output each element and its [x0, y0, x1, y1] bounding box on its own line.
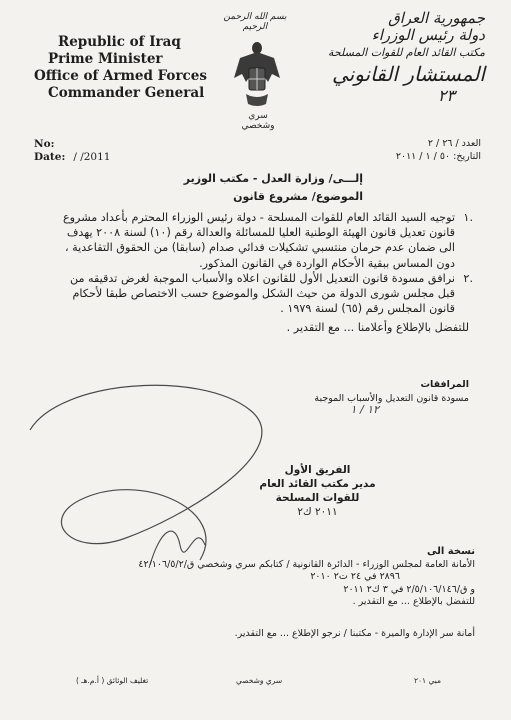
reference-number: العدد / ٢٦ / ٢: [427, 138, 481, 149]
handwritten-note: ١٢ / ١: [350, 403, 379, 416]
header-arabic: [320, 10, 485, 104]
signature-block: [250, 463, 385, 519]
signatory-rank: الفريق الأول: [284, 464, 351, 476]
paragraph-1-number: .١: [463, 211, 473, 224]
number-date-block: [34, 138, 110, 164]
paragraph-1: [57, 210, 473, 271]
attachments-item: مسودة قانون التعديل والأسباب الموجبة: [314, 393, 469, 404]
subject: الموضوع/ مشروع قانون: [233, 190, 363, 203]
header-ar-line3: مكتب القائد العام للقوات المسلحة: [328, 46, 485, 59]
footer-left: تغليف الوثائق ( أ.م.هـ ): [76, 676, 149, 685]
header-ar-line4: المستشار القانوني: [331, 62, 485, 86]
copy-to-title: نسخة الى: [427, 546, 475, 557]
signatory-title-2: للقوات المسلحة: [275, 492, 360, 504]
copy-to-block: [35, 546, 475, 609]
copy-line-4: للتفضل بالإطلاع ... مع التقدير .: [352, 596, 475, 607]
date-label: Date:: [34, 151, 66, 163]
basmala: بسم الله الرحمن الرحيم: [223, 12, 287, 32]
recipient-block: [184, 170, 363, 206]
closing-line: للتفضل بالإطلاع وأعلامنا ... مع التقدير .: [286, 321, 469, 335]
reference-block: [396, 137, 481, 163]
recipient: إلـــى/ وزارة العدل - مكتب الوزير: [183, 172, 363, 185]
paragraph-2-text: نرافق مسودة قانون التعديل الأول للقانون اعلاه والأسباب الموجبة لغرض تدقيقه من قبل مجلس شورى الدولة من حيث الشكل والموضوع حسب الاختصاص طبقا لأحكام قانون المجلس رقم (٦٥) لسنة ١٩٧٩ .: [69, 271, 455, 316]
paragraph-2: [57, 271, 473, 317]
footer-right: مبي ٢٠١: [413, 676, 441, 685]
paragraph-1-text: توجيه السيد القائد العام للقوات المسلحة - دولة رئيس الوزراء المحترم بأعداد مشروع قانون تعديل قانون الهيئة الوطنية العليا للمسائلة والعدالة رقم (١٠) لسنة ٢٠٠٨ يهدف الى ضمان عدم حرمان منتسبي تشكيلات فدائي صدام (سابقا) من الحقوق التقاعدية ، دون المساس ببقية الأحكام الواردة في القانون المذكور.: [62, 211, 455, 270]
header-ar-line1: جمهورية العراق: [388, 9, 485, 27]
header-ar-number: ٢٣: [437, 86, 455, 105]
reference-date: التاريخ: ٥٠ / ١ / ٢٠١١: [395, 151, 481, 162]
attachments-title: المرافقات: [420, 379, 469, 390]
header-ar-line2: دولة رئيس الوزراء: [371, 26, 485, 44]
letter-body: [57, 210, 473, 336]
date-value: / /2011: [73, 151, 111, 163]
classification-top: سري وشخصي: [241, 111, 275, 131]
department-name: Office of Armed Forces: [34, 68, 207, 84]
no-label: No:: [34, 138, 55, 150]
eagle-emblem-icon: [232, 38, 282, 110]
attachments-block: [314, 378, 469, 406]
copy-line-1: الأمانة العامة لمجلس الوزراء - الدائرة القانونية / كتابكم سري وشخصي ق/٤٢/١٠٦/٥/٢: [138, 558, 475, 570]
signature-date: ٢٠١١ ك٢: [297, 506, 338, 518]
country-name: Republic of Iraq: [58, 34, 181, 50]
copy-line-2: ٢٨٩٦ في ٢٤ ت٢ ٢٠١٠: [310, 571, 400, 582]
footer-classification: سري وشخصي: [236, 676, 283, 685]
header-english: [34, 34, 234, 102]
signatory-title: مدير مكتب القائد العام: [259, 478, 376, 490]
office-name: Prime Minister: [48, 51, 163, 67]
copy-line-5: أمانة سر الإدارة والميرة - مكتبنا / نرجو الإطلاع ... مع التقدير.: [234, 628, 475, 639]
department-subname: Commander General: [48, 85, 205, 101]
copy-line-3: و ق/٢/٥/١٠٦/١٤٦ في ٣ ك٢ ٢٠١١: [343, 583, 475, 595]
paragraph-2-number: .٢: [463, 271, 473, 285]
